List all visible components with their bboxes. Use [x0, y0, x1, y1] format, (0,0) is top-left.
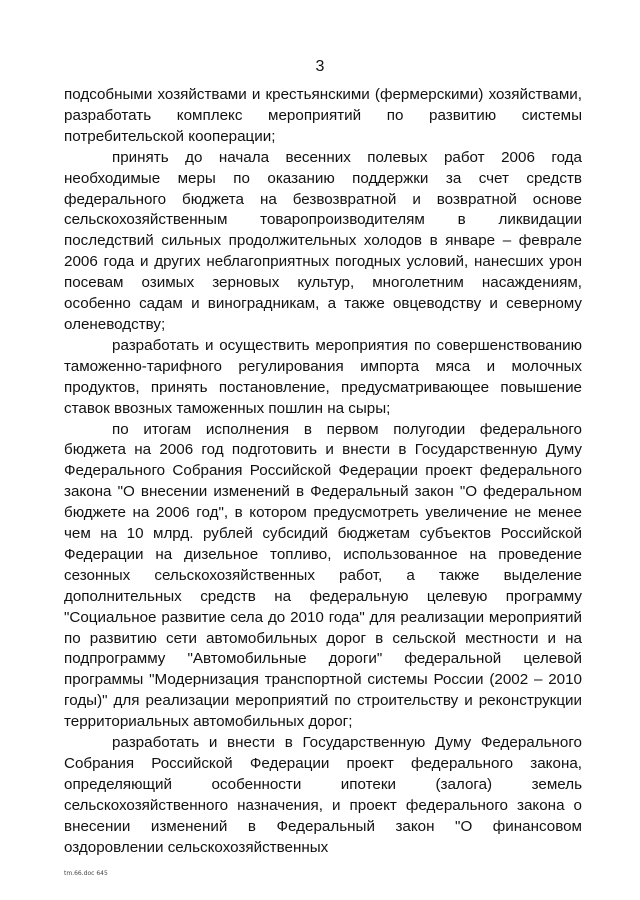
paragraph-5: разработать и внести в Государственную Думу Федерального Собрания Российской Федерации проект федерального закона, определяющий особенности ипотеки (залога) земель сельскохозяйственного назначения, и проект федерального закона о внесении изменений в Федеральный закон "О финансовом оздоровлении сельскохозяйственных — [64, 734, 582, 856]
footer-file-code: tm.66.doc 645 — [64, 870, 108, 877]
page-number: 3 — [315, 58, 325, 75]
paragraph-2: принять до начала весенних полевых работ 2006 года необходимые меры по оказанию поддержки за счет средств федерального бюджета на безвозвратной и возвратной основе сельскохозяйственным товаропроизводителям в ликвидации последствий сильных продолжительных холодов в январе – феврале 2006 года и других неблагоприятных погодных условий, нанесших урон посевам озимых зерновых культур, многолетним насаждениям, особенно садам и виноградникам, а также овцеводству и северному оленеводству; — [64, 148, 582, 333]
paragraph-1: подсобными хозяйствами и крестьянскими (фермерскими) хозяйствами, разработать комплекс мероприятий по развитию системы потребительской кооперации; — [64, 86, 582, 145]
document-body — [64, 85, 582, 859]
paragraph-4: по итогам исполнения в первом полугодии федерального бюджета на 2006 год подготовить и внести в Государственную Думу Федерального Собрания Российской Федерации проект федерального закона "О внесении изменений в Федеральный закон "О федеральном бюджете на 2006 год", в котором предусмотреть увеличение не менее чем на 10 млрд. рублей субсидий бюджетам субъектов Российской Федерации на дизельное топливо, использованное на проведение сезонных сельскохозяйственных работ, а также выделение дополнительных средств на федеральную целевую программу "Социальное развитие села до 2010 года" для реализации мероприятий по развитию сети автомобильных дорог в сельской местности и на подпрограмму "Автомобильные дороги" федеральной целевой программы "Модернизация транспортной системы России (2002 – 2010 годы)" для реализации мероприятий по строительству и реконструкции территориальных автомобильных дорог; — [64, 420, 582, 731]
paragraph-3: разработать и осуществить мероприятия по совершенствованию таможенно-тарифного регулирования импорта мяса и молочных продуктов, принять постановление, предусматривающее повышение ставок ввозных таможенных пошлин на сыры; — [64, 336, 582, 417]
